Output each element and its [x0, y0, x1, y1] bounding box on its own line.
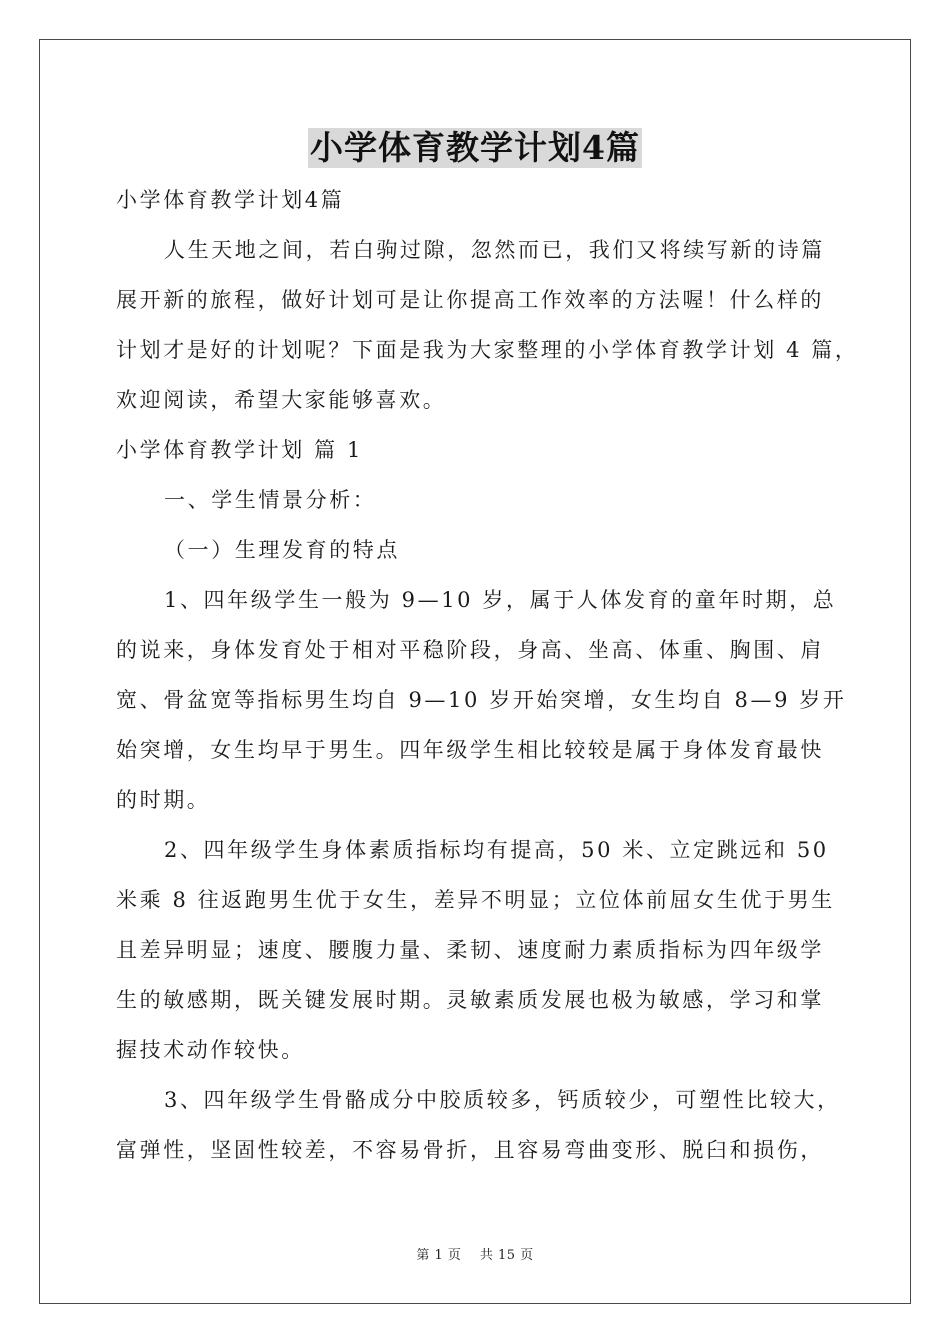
paragraph-line: 富弹性，坚固性较差，不容易骨折，且容易弯曲变形、脱臼和损伤， [116, 1138, 824, 1162]
document-subtitle: 小学体育教学计划4篇 [116, 188, 345, 212]
paragraph-line: 3、四年级学生骨骼成分中胶质较多，钙质较少，可塑性比较大， [164, 1088, 841, 1112]
paragraph-line: 欢迎阅读，希望大家能够喜欢。 [116, 388, 447, 412]
section-heading: 小学体育教学计划 篇 1 [116, 438, 363, 462]
page-border [39, 39, 911, 1304]
page-number-label: 第 1 页 共 15 页 [416, 1248, 534, 1263]
paragraph-line: 2、四年级学生身体素质指标均有提高，50 米、立定跳远和 50 [164, 838, 829, 862]
paragraph-line: 展开新的旅程，做好计划可是让你提高工作效率的方法喔！什么样的 [116, 288, 824, 312]
page-footer [0, 1248, 950, 1264]
paragraph-line: 握技术动作较快。 [116, 1038, 305, 1062]
paragraph-line: 始突增，女生均早于男生。四年级学生相比较较是属于身体发育最快 [116, 738, 824, 762]
paragraph-line: 人生天地之间，若白驹过隙，忽然而已，我们又将续写新的诗篇 [164, 238, 825, 262]
subsection-heading: 一、学生情景分析： [164, 488, 377, 512]
title-container [0, 128, 950, 168]
paragraph-line: 的时期。 [116, 788, 211, 812]
paragraph-line: 且差异明显；速度、腰腹力量、柔韧、速度耐力素质指标为四年级学 [116, 938, 824, 962]
subsection-heading: （一）生理发育的特点 [164, 538, 400, 562]
paragraph-line: 1、四年级学生一般为 9—10 岁，属于人体发育的童年时期，总 [164, 588, 837, 612]
paragraph-line: 的说来，身体发育处于相对平稳阶段，身高、坐高、体重、胸围、肩 [116, 638, 824, 662]
document-title: 小学体育教学计划4篇 [310, 128, 640, 167]
paragraph-line: 生的敏感期，既关键发展时期。灵敏素质发展也极为敏感，学习和掌 [116, 988, 824, 1012]
paragraph-line: 米乘 8 往返跑男生优于女生，差异不明显；立位体前屈女生优于男生 [116, 888, 835, 912]
paragraph-line: 宽、骨盆宽等指标男生均自 9—10 岁开始突增，女生均自 8—9 岁开 [116, 688, 847, 712]
paragraph-line: 计划才是好的计划呢？下面是我为大家整理的小学体育教学计划 4 篇， [116, 338, 859, 362]
